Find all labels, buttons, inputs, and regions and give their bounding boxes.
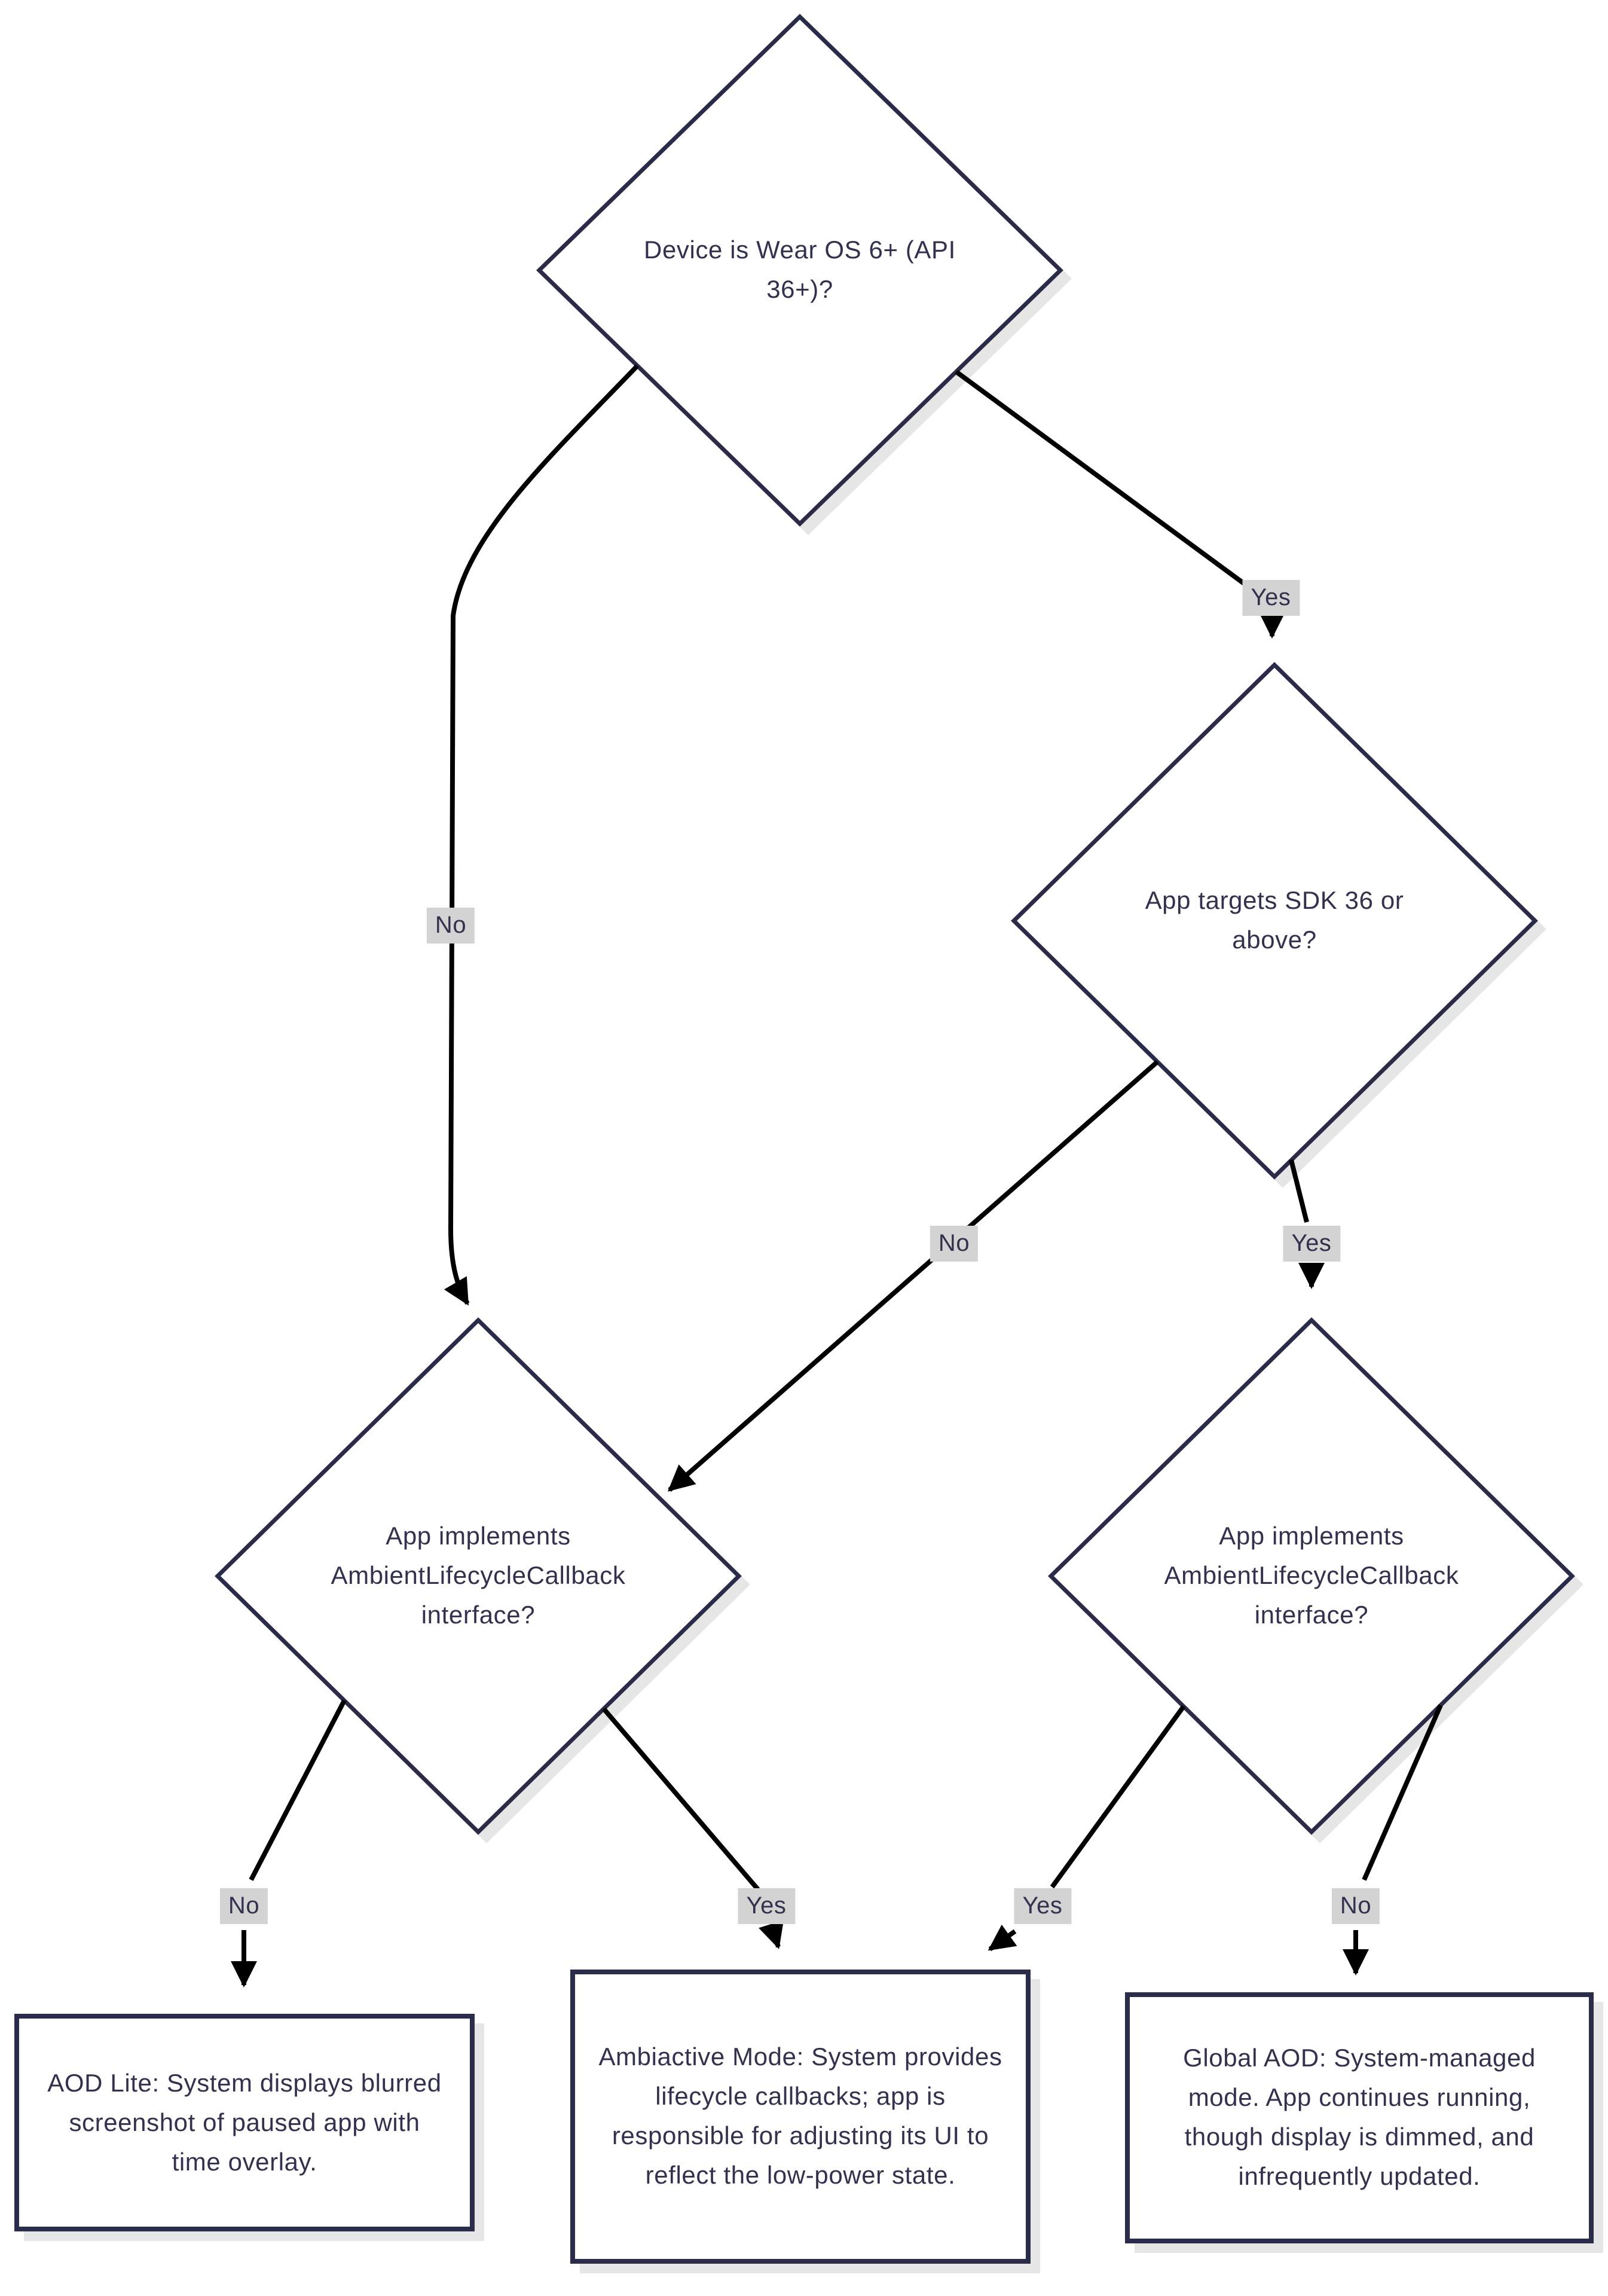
edge-label-d1-yes: Yes	[1242, 580, 1299, 616]
decision-text-implements-callback-right: App implements AmbientLifecycleCallback interface?	[1164, 1523, 1459, 1629]
edge-d1-no-to-d3	[451, 366, 637, 1303]
edge-label-d3-yes: Yes	[738, 1888, 794, 1924]
edge-d4-yes-arrow-to-ambiactive	[990, 1931, 1015, 1949]
decision-text-targets-sdk-36: App targets SDK 36 or above?	[1145, 887, 1404, 954]
edge-d3-yes-segment	[604, 1709, 758, 1889]
outcome-text-global-aod: Global AOD: System-managed mode. App continues running, though display is dimmed, and infrequently updated.	[1183, 2045, 1536, 2191]
outcome-text-aod-lite: AOD Lite: System displays blurred screenshot of paused app with time overlay.	[47, 2069, 442, 2176]
edge-d3-no-segment	[251, 1700, 344, 1880]
edge-d1-yes-segment	[956, 372, 1251, 588]
edge-label-d4-no: No	[1332, 1888, 1380, 1924]
outcome-box-aod-lite	[14, 2014, 475, 2231]
edge-d4-yes-segment	[1052, 1706, 1184, 1887]
outcome-box-global-aod	[1125, 1992, 1594, 2243]
outcome-box-ambiactive	[570, 1970, 1031, 2264]
decision-text-implements-callback-left: App implements AmbientLifecycleCallback interface?	[331, 1523, 626, 1629]
edge-label-d3-no: No	[220, 1888, 268, 1924]
outcome-text-ambiactive: Ambiactive Mode: System provides lifecycle callbacks; app is responsible for adjusting its UI to reflect the low-power state.	[598, 2044, 1002, 2190]
decision-text-wear-os-6: Device is Wear OS 6+ (API 36+)?	[644, 237, 956, 304]
edge-label-d2-yes: Yes	[1283, 1226, 1340, 1262]
edge-label-d4-yes: Yes	[1014, 1888, 1071, 1924]
edge-label-d1-no: No	[427, 908, 475, 944]
edge-d2-yes-segment	[1291, 1160, 1307, 1222]
edge-d2-no-to-d3	[670, 1062, 1157, 1490]
edge-label-d2-no: No	[930, 1226, 978, 1262]
edge-d3-yes-arrow-to-ambiactive	[772, 1928, 778, 1947]
